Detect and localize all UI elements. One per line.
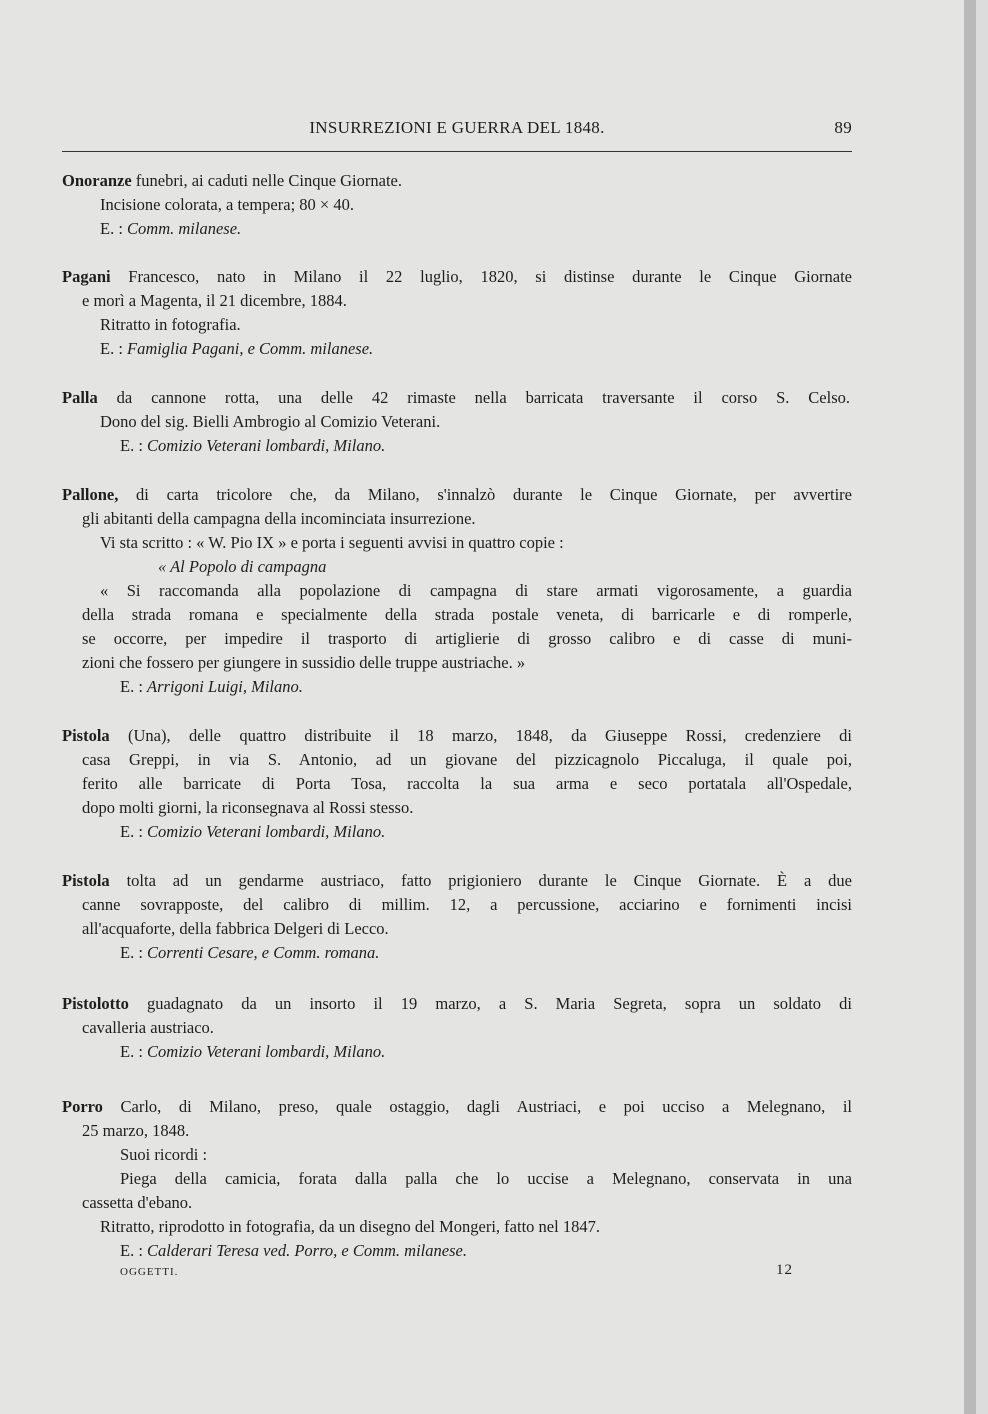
header-title: INSURREZIONI E GUERRA DEL 1848. xyxy=(309,118,605,137)
signature-mark: OGGETTI. xyxy=(120,1266,179,1278)
entry-pallone-line-6: della strada romana e specialmente della strada postale veneta, di barricarle e di romperle, xyxy=(82,605,852,624)
entry-pistola2-source: E. : Correnti Cesare, e Comm. romana. xyxy=(120,943,380,962)
entry-porro-line-1: Porro Carlo, di Milano, preso, quale ostaggio, dagli Austriaci, e poi ucciso a Melegnano, il xyxy=(62,1097,852,1116)
page-edge xyxy=(964,0,976,1414)
entry-heading: Pistola xyxy=(62,871,110,890)
entry-onoranze-line-1: Onoranze funebri, ai caduti nelle Cinque Giornate. xyxy=(62,171,402,190)
entry-porro-line-5: cassetta d'ebano. xyxy=(82,1193,193,1212)
entry-porro-line-4: Piega della camicia, forata dalla palla che lo uccise a Melegnano, conservata in una xyxy=(120,1169,852,1188)
sheet-number: 12 xyxy=(776,1262,793,1278)
entry-heading: Porro xyxy=(62,1097,103,1116)
entry-pagani-line-2: e morì a Magenta, il 21 dicembre, 1884. xyxy=(82,291,347,310)
entry-pistola-line-2: casa Greppi, in via S. Antonio, ad un giovane del pizzicagnolo Piccaluga, il quale poi, xyxy=(82,750,852,769)
entry-pallone-line-2: gli abitanti della campagna della incominciata insurrezione. xyxy=(82,509,476,528)
entry-pallone-line-3: Vi sta scritto : « W. Pio IX » e porta i seguenti avvisi in quattro copie : xyxy=(100,533,564,552)
entry-onoranze-line-2: Incisione colorata, a tempera; 80 × 40. xyxy=(100,195,354,214)
running-header xyxy=(62,118,852,140)
entry-heading: Pistolotto xyxy=(62,994,129,1013)
entry-pistola-line-1: Pistola (Una), delle quattro distribuite il 18 marzo, 1848, da Giuseppe Rossi, credenziere di xyxy=(62,726,852,745)
entry-pallone-line-5: « Si raccomanda alla popolazione di campagna di stare armati vigorosamente, a guardia xyxy=(100,581,852,600)
entry-pagani-line-1: Pagani Francesco, nato in Milano il 22 luglio, 1820, si distinse durante le Cinque Giornate xyxy=(62,267,852,286)
entry-onoranze-source: E. : Comm. milanese. xyxy=(100,219,242,238)
entry-porro-line-2: 25 marzo, 1848. xyxy=(82,1121,190,1140)
entry-porro-line-6: Ritratto, riprodotto in fotografia, da un disegno del Mongeri, fatto nel 1847. xyxy=(100,1217,600,1236)
entry-heading: Pistola xyxy=(62,726,110,745)
entry-pistola2-line-2: canne sovrapposte, del calibro di millim. 12, a percussione, acciarino e fornimenti incisi xyxy=(82,895,852,914)
entry-pistolotto-source: E. : Comizio Veterani lombardi, Milano. xyxy=(120,1042,386,1061)
entry-heading: Pallone, xyxy=(62,485,119,504)
entry-pagani-line-3: Ritratto in fotografia. xyxy=(100,315,241,334)
entry-porro-source: E. : Calderari Teresa ved. Porro, e Comm. milanese. xyxy=(120,1241,467,1260)
entry-pallone-line-1: Pallone, di carta tricolore che, da Milano, s'innalzò durante le Cinque Giornate, per avvertire xyxy=(62,485,852,504)
entry-heading: Palla xyxy=(62,388,98,407)
entry-palla-source: E. : Comizio Veterani lombardi, Milano. xyxy=(120,436,386,455)
entry-pistolotto-line-1: Pistolotto guadagnato da un insorto il 19 marzo, a S. Maria Segreta, sopra un soldato di xyxy=(62,994,852,1013)
header-rule xyxy=(62,151,852,152)
entry-palla-line-1: Palla da cannone rotta, una delle 42 rimaste nella barricata traversante il corso S. Celso. xyxy=(62,388,850,407)
entry-pistola-line-3: ferito alle barricate di Porta Tosa, raccolta la sua arma e seco portatala all'Ospedale, xyxy=(82,774,852,793)
page-number: 89 xyxy=(834,118,852,137)
entry-palla-line-2: Dono del sig. Bielli Ambrogio al Comizio Veterani. xyxy=(100,412,441,431)
entry-porro-line-3: Suoi ricordi : xyxy=(120,1145,208,1164)
entry-pistola2-line-3: all'acquaforte, della fabbrica Delgeri di Lecco. xyxy=(82,919,389,938)
entry-pistolotto-line-2: cavalleria austriaco. xyxy=(82,1018,214,1037)
entry-heading: Pagani xyxy=(62,267,111,286)
entry-pallone-line-8: zioni che fossero per giungere in sussidio delle truppe austriache. » xyxy=(82,653,526,672)
entry-pallone-line-7: se occorre, per impedire il trasporto di artiglierie di grosso calibro e di casse di muni- xyxy=(82,629,852,648)
entry-pistola-line-4: dopo molti giorni, la riconsegnava al Rossi stesso. xyxy=(82,798,414,817)
entry-pallone-quote-title: « Al Popolo di campagna xyxy=(158,557,327,576)
entry-heading: Onoranze xyxy=(62,171,132,190)
entry-pistola-source: E. : Comizio Veterani lombardi, Milano. xyxy=(120,822,386,841)
entry-pistola2-line-1: Pistola tolta ad un gendarme austriaco, fatto prigioniero durante le Cinque Giornate. È a due xyxy=(62,871,852,890)
entry-pallone-source: E. : Arrigoni Luigi, Milano. xyxy=(120,677,303,696)
entry-pagani-source: E. : Famiglia Pagani, e Comm. milanese. xyxy=(100,339,374,358)
